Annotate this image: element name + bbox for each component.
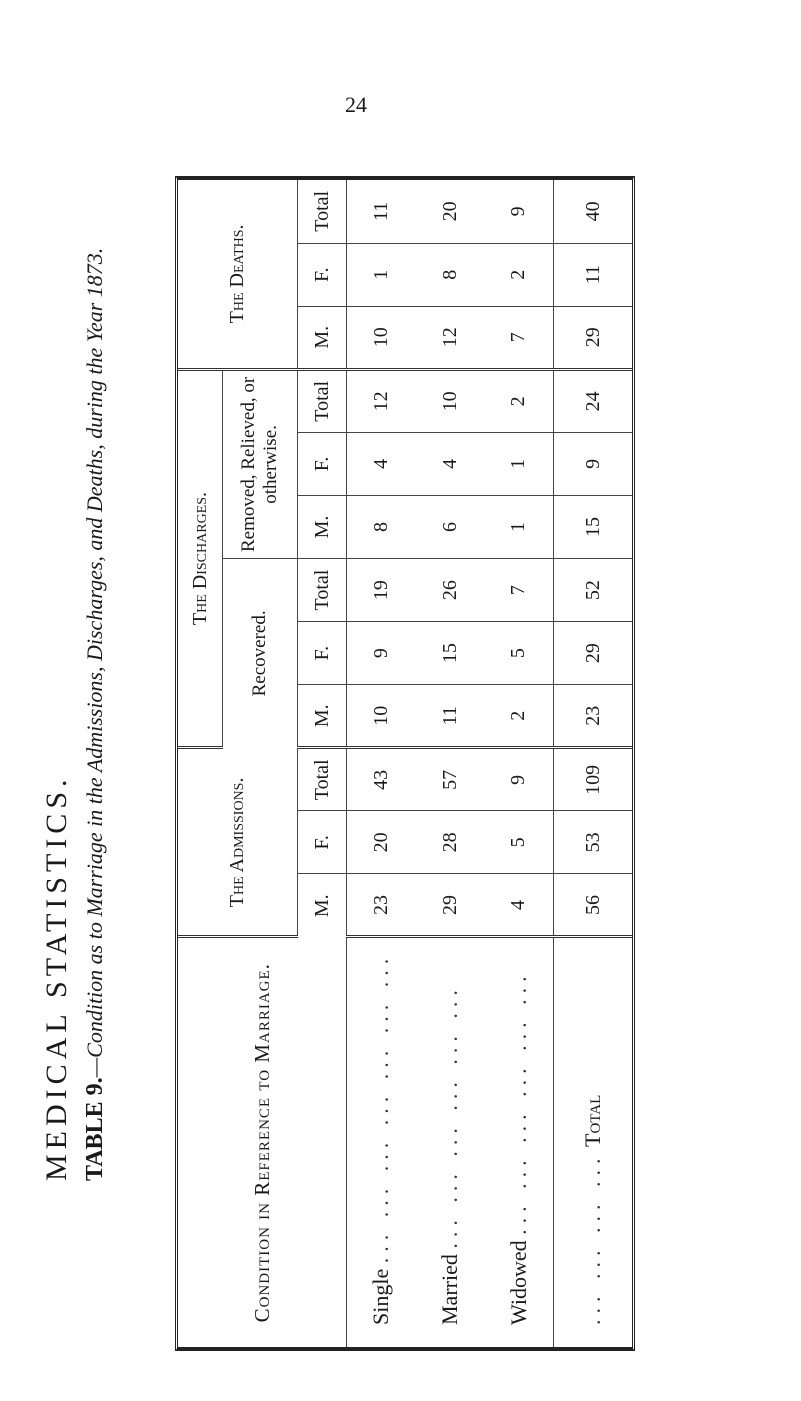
cell-value: 11	[554, 243, 632, 306]
leader-dots: ... ... ... ... ... ...	[437, 984, 463, 1249]
deaths-header: The Deaths.	[178, 180, 298, 369]
row-label	[347, 937, 416, 1347]
admissions-header: The Admissions.	[178, 748, 298, 937]
col-deaths-m: M.	[298, 306, 347, 369]
table-row-widowed	[485, 180, 554, 1347]
cell-value: 7	[485, 559, 554, 622]
cell-value: 23	[554, 685, 632, 748]
table-description: —Condition as to Marriage in the Admissions, Discharges, and Deaths, during the Year 1873.	[82, 247, 107, 1078]
col-recovered-total: Total	[298, 559, 347, 622]
cell-value: 10	[347, 685, 416, 748]
cell-value: 20	[347, 811, 416, 874]
col-recovered-f: F.	[298, 622, 347, 685]
row-label-text: Widowed	[505, 1240, 531, 1325]
cell-value: 15	[554, 495, 632, 558]
col-deaths-f: F.	[298, 243, 347, 306]
col-admissions-total: Total	[298, 748, 347, 811]
title-block	[38, 81, 110, 1181]
cell-value: 9	[485, 180, 554, 243]
cell-value: 52	[554, 559, 632, 622]
cell-value: 2	[485, 369, 554, 432]
cell-value: 1	[485, 432, 554, 495]
cell-value: 5	[485, 622, 554, 685]
cell-value: 29	[554, 622, 632, 685]
col-admissions-f: F.	[298, 811, 347, 874]
cell-value: 4	[416, 432, 485, 495]
cell-value: 9	[347, 622, 416, 685]
cell-value: 57	[416, 748, 485, 811]
cell-value: 11	[347, 180, 416, 243]
cell-value: 15	[416, 622, 485, 685]
removed-header: Removed, Relieved, or otherwise.	[223, 369, 298, 558]
row-label-text: Single	[368, 1268, 394, 1325]
cell-value: 109	[554, 748, 632, 811]
cell-value: 43	[347, 748, 416, 811]
cell-value: 8	[416, 243, 485, 306]
cell-value: 7	[485, 306, 554, 369]
statistics-table-frame	[175, 176, 635, 1351]
cell-value: 11	[416, 685, 485, 748]
col-removed-f: F.	[298, 432, 347, 495]
cell-value: 29	[554, 306, 632, 369]
table-row-total	[554, 180, 632, 1347]
cell-value: 12	[416, 306, 485, 369]
leader-dots: ... ... ... ...	[580, 1152, 606, 1325]
row-label	[416, 937, 485, 1347]
cell-value: 10	[416, 369, 485, 432]
cell-value: 8	[347, 495, 416, 558]
leader-dots: ... ... ... ... ... ...	[505, 970, 531, 1235]
leader-dots: ... ... ... ... ... ... ...	[368, 952, 394, 1264]
cell-value: 2	[485, 243, 554, 306]
cell-value: 2	[485, 685, 554, 748]
cell-value: 24	[554, 369, 632, 432]
col-removed-m: M.	[298, 495, 347, 558]
cell-value: 10	[347, 306, 416, 369]
cell-value: 19	[347, 559, 416, 622]
total-label: Total	[580, 1094, 606, 1147]
row-label	[554, 937, 632, 1347]
table-number: TABLE 9.	[82, 1077, 108, 1181]
cell-value: 4	[485, 874, 554, 937]
row-label	[485, 937, 554, 1347]
col-deaths-total: Total	[298, 180, 347, 243]
cell-value: 1	[347, 243, 416, 306]
cell-value: 56	[554, 874, 632, 937]
cell-value: 23	[347, 874, 416, 937]
page-number: 24	[345, 92, 367, 117]
row-label-text: Married	[437, 1254, 463, 1325]
marriage-condition-table	[178, 180, 632, 1347]
col-removed-total: Total	[298, 369, 347, 432]
cell-value: 28	[416, 811, 485, 874]
cell-value: 1	[485, 495, 554, 558]
col-admissions-m: M.	[298, 874, 347, 937]
cell-value: 26	[416, 559, 485, 622]
table-row-married	[416, 180, 485, 1347]
cell-value: 9	[554, 432, 632, 495]
cell-value: 12	[347, 369, 416, 432]
cell-value: 29	[416, 874, 485, 937]
page-title: MEDICAL STATISTICS.	[40, 774, 73, 1181]
recovered-header: Recovered.	[223, 559, 298, 748]
table-row-single	[347, 180, 416, 1347]
cell-value: 5	[485, 811, 554, 874]
discharges-header: The Discharges.	[178, 369, 223, 747]
cell-value: 9	[485, 748, 554, 811]
cell-value: 40	[554, 180, 632, 243]
condition-header: Condition in Reference to Marriage.	[178, 937, 347, 1347]
cell-value: 20	[416, 180, 485, 243]
cell-value: 6	[416, 495, 485, 558]
col-recovered-m: M.	[298, 685, 347, 748]
cell-value: 4	[347, 432, 416, 495]
cell-value: 53	[554, 811, 632, 874]
table-caption	[80, 81, 110, 1181]
